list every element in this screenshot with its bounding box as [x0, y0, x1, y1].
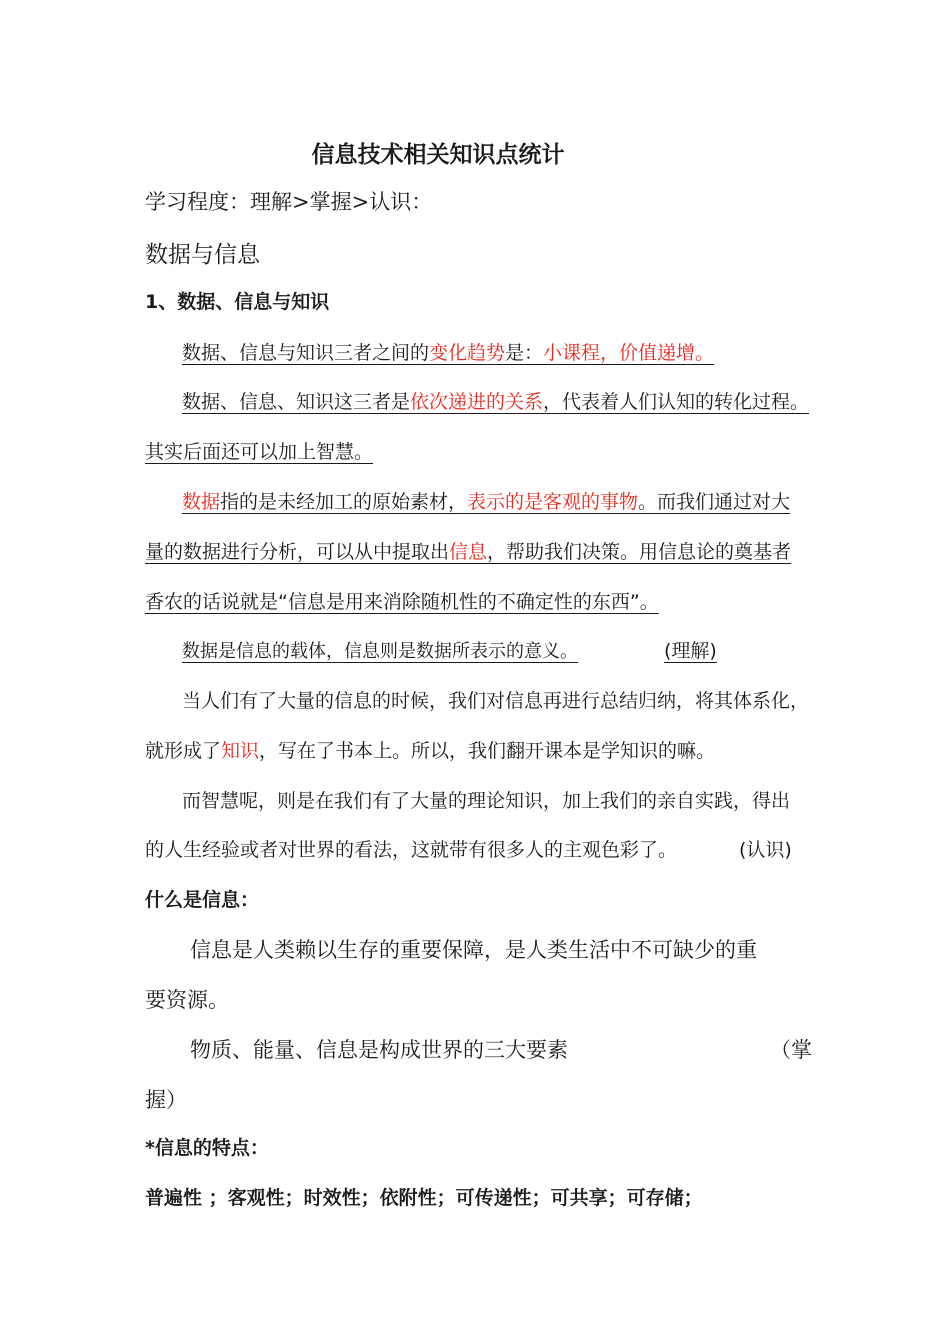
text: 数据是信息的载体，信息则是数据所表示的意义。 [182, 641, 578, 662]
heading-what-is-info: 什么是信息： [145, 889, 260, 911]
text: 的人生经验或者对世界的看法，这就带有很多人的主观色彩了。 [145, 839, 678, 861]
paragraph-wisdom-line1: 而智慧呢，则是在我们有了大量的理论知识，加上我们的亲自实践，得出 [182, 790, 791, 812]
document-title: 信息技术相关知识点统计 [311, 141, 565, 168]
heading-data-info-knowledge: 1、数据、信息与知识 [145, 291, 330, 313]
learning-degree: 学习程度：理解>掌握>认识： [145, 190, 433, 214]
paragraph-data-line1 [182, 487, 790, 514]
text: 数据、信息、知识这三者是 [182, 391, 411, 413]
text: 量的数据进行分析，可以从中提取出 [145, 541, 450, 563]
highlight-objective: 表示的是客观的事物 [467, 491, 639, 513]
level-tag-understand: (理解) [664, 640, 717, 662]
text: 指的是未经加工的原始素材， [220, 491, 468, 513]
paragraph-relation-line1 [182, 387, 809, 414]
paragraph-info-importance-line1: 信息是人类赖以生存的重要保障，是人类生活中不可缺少的重 [190, 938, 757, 962]
level-tag-master: （掌 [770, 1038, 812, 1062]
info-features-list: 普遍性 ；客观性；时效性；依附性；可传递性；可共享；可存储； [145, 1187, 703, 1209]
paragraph-three-elements-line2: 握） [145, 1088, 187, 1112]
highlight-trend: 变化趋势 [429, 342, 506, 364]
paragraph-three-elements-line1: 物质、能量、信息是构成世界的三大要素 [190, 1038, 568, 1062]
text: ，写在了书本上。所以，我们翻开课本是学知识的嘛。 [259, 740, 716, 762]
paragraph-trend [182, 338, 714, 365]
text: 数据、信息与知识三者之间的 [182, 342, 430, 364]
paragraph-data-line3: 香农的话说就是“信息是用来消除随机性的不确定性的东西”。 [145, 591, 659, 613]
highlight-knowledge: 知识 [221, 740, 260, 762]
text: 。而我们通过对大 [638, 491, 791, 513]
text: ，代表着人们认知的转化过程。 [543, 391, 810, 413]
level-tag-recognize: (认识) [739, 839, 792, 861]
text: 就形成了 [145, 740, 222, 762]
paragraph-knowledge-line1: 当人们有了大量的信息的时候，我们对信息再进行总结归纳，将其体系化， [182, 690, 810, 712]
highlight-data: 数据 [182, 491, 221, 513]
text: ，帮助我们决策。用信息论的奠基者 [487, 541, 792, 563]
paragraph-info-importance-line2: 要资源。 [145, 988, 229, 1012]
paragraph-relation-line2: 其实后面还可以加上智慧。 [145, 441, 374, 463]
highlight-relation: 依次递进的关系 [410, 391, 544, 413]
highlight-value: 小课程，价值递增。 [543, 342, 715, 364]
section-title: 数据与信息 [145, 242, 260, 268]
paragraph-knowledge-line2 [145, 736, 715, 763]
text: 是： [505, 342, 544, 364]
paragraph-wisdom-line2 [145, 835, 792, 862]
paragraph-data-line2 [145, 537, 791, 564]
highlight-info: 信息 [449, 541, 488, 563]
paragraph-carrier [182, 636, 717, 663]
heading-info-features: *信息的特点： [145, 1137, 269, 1159]
